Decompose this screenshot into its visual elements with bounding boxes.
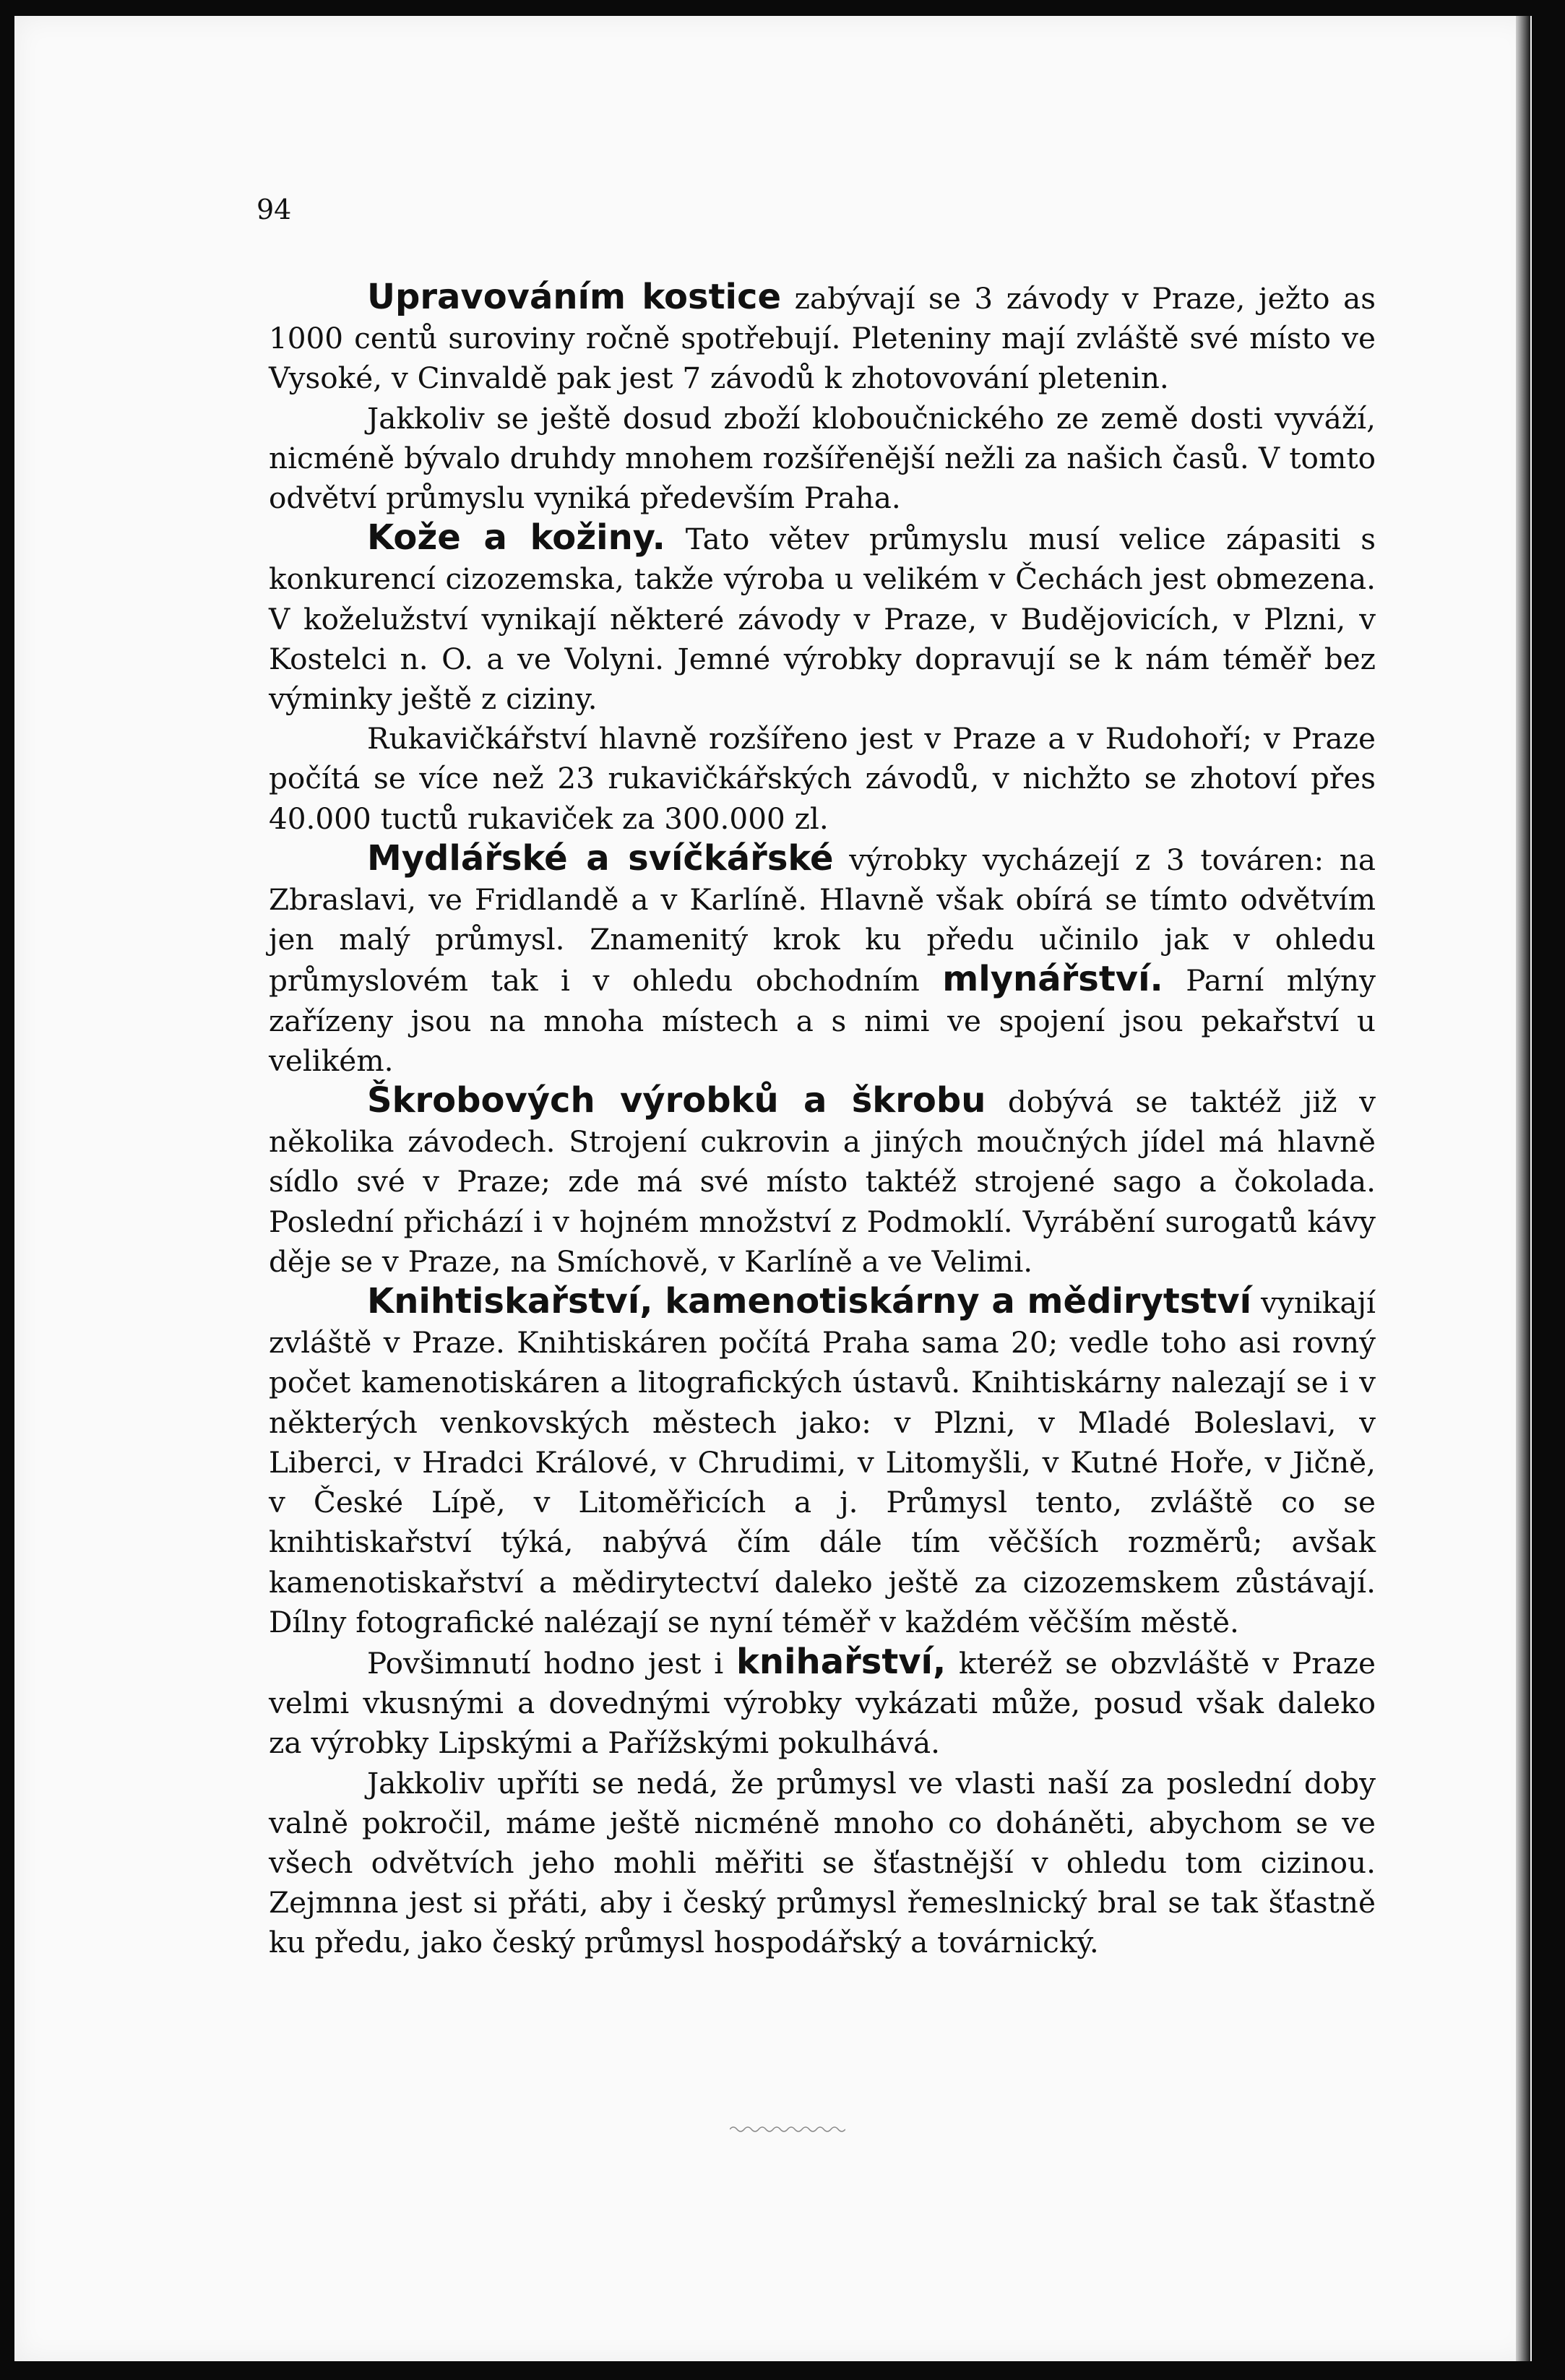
paragraph-koze: Kože a kožiny. Tato větev průmyslu musí velice zápasiti s konkurencí cizozemska, takže výroba u velikém v Čechách jest obmezena. V koželužství vynikají některé závody v Praze, v Budějovicích, v Plzni, v Kostelci n. O. a ve Volyni. Jemné výrobky dopravují se k nám téměř bez výminky ještě z ciziny.: [269, 517, 1376, 717]
page-number: 94: [256, 194, 292, 225]
heading-mlynarstvi: mlynářství.: [942, 959, 1163, 1000]
page-binding-edge: [1516, 16, 1530, 2361]
paragraph-rukavice: Rukavičkářství hlavně rozšířeno jest v Praze a v Rudohoří; v Praze počítá se více než 23 rukavičkářských závodů, v nichžto se zhotoví přes 40.000 tuctů rukaviček za 300.000 zl.: [269, 721, 1376, 836]
body-text: [269, 277, 1376, 1963]
paragraph-knihar: Povšimnutí hodno jest i knihařství, kteréž se obzvláště v Praze velmi vkusnými a dovednými výrobky vykázati může, posud však daleko za výrobky Lipskými a Pařížskými pokulhává.: [269, 1641, 1376, 1761]
heading-koze: Kože a kožiny.: [367, 517, 665, 559]
heading-kostice: Upravováním kostice: [367, 277, 782, 317]
heading-skrob: Škrobových výrobků a škrobu: [367, 1080, 986, 1121]
paragraph-zaver: Jakkoliv upříti se nedá, že průmysl ve vlasti naší za poslední doby valně pokročil, máme ještě nicméně mnoho co doháněti, abychom se ve všech odvětvích jeho mohli měřiti se šťastnější v ohledu tom cizinou. Zejmnna jest si přáti, aby i český průmysl řemeslnický bral se tak šťastně ku předu, jako český průmysl hospodářský a továrnický.: [269, 1765, 1376, 1960]
paragraph-kostice: Upravováním kostice zabývají se 3 závody v Praze, ježto as 1000 centů suroviny ročně spotřebují. Pleteniny mají zvláště své místo ve Vysoké, v Cinvaldě pak jest 7 závodů k zhotovování pletenin.: [269, 277, 1376, 396]
paragraph-skrob: Škrobových výrobků a škrobu dobývá se taktéž již v několika závodech. Strojení cukrovin a jiných moučných jídel má hlavně sídlo své v Praze; zde má své místo taktéž strojené sago a čokolada. Poslední přichází i v hojném množství z Podmoklí. Vyrábění surogatů kávy děje se v Praze, na Smíchově, v Karlíně a ve Velimi.: [269, 1080, 1376, 1279]
end-ornament-icon: [730, 2124, 845, 2134]
heading-mydlarske: Mydlářské a svíčkářské: [367, 837, 834, 879]
paragraph-klobouky: Jakkoliv se ještě dosud zboží kloboučnického ze země dosti vyváží, nicméně bývalo druhdy mnohem rozšířenější nežli za našich časů. V tomto odvětví průmyslu vyniká především Praha.: [269, 400, 1376, 516]
heading-knihtisk: Knihtiskařství, kamenotiskárny a mědirytství: [367, 1281, 1252, 1322]
paragraph-mydlarske: Mydlářské a svíčkářské výrobky vycházejí z 3 továren: na Zbraslavi, ve Fridlandě a v Karlíně. Hlavně však obírá se tímto odvětvím jen malý průmysl. Znamenitý krok ku předu učinilo jak v ohledu průmyslovém tak i v ohledu obchodním mlynářství. Parní mlýny zařízeny jsou na mnoha místech a s nimi ve spojení jsou pekařství u velikém.: [269, 837, 1376, 1078]
heading-knihar: knihařství,: [736, 1641, 947, 1682]
paragraph-knihtisk: Knihtiskařství, kamenotiskárny a mědirytství vynikají zvláště v Praze. Knihtiskáren počítá Praha sama 20; vedle toho asi rovný počet kamenotiskáren a litografických ústavů. Knihtiskárny nalezají se i v některých venkovských městech jako: v Plzni, v Mladé Boleslavi, v Liberci, v Hradci Králové, v Chrudimi, v Litomyšli, v Kutné Hoře, v Jičně, v České Lípě, v Litoměřicích a j. Průmysl tento, zvláště co se knihtiskařství týká, nabývá čím dále tím věčších rozměrů; avšak kamenotiskařství a mědirytectví daleko ještě za cizozemskem zůstávají. Dílny fotografické nalézají se nyní téměř v každém věčším městě.: [269, 1281, 1376, 1639]
